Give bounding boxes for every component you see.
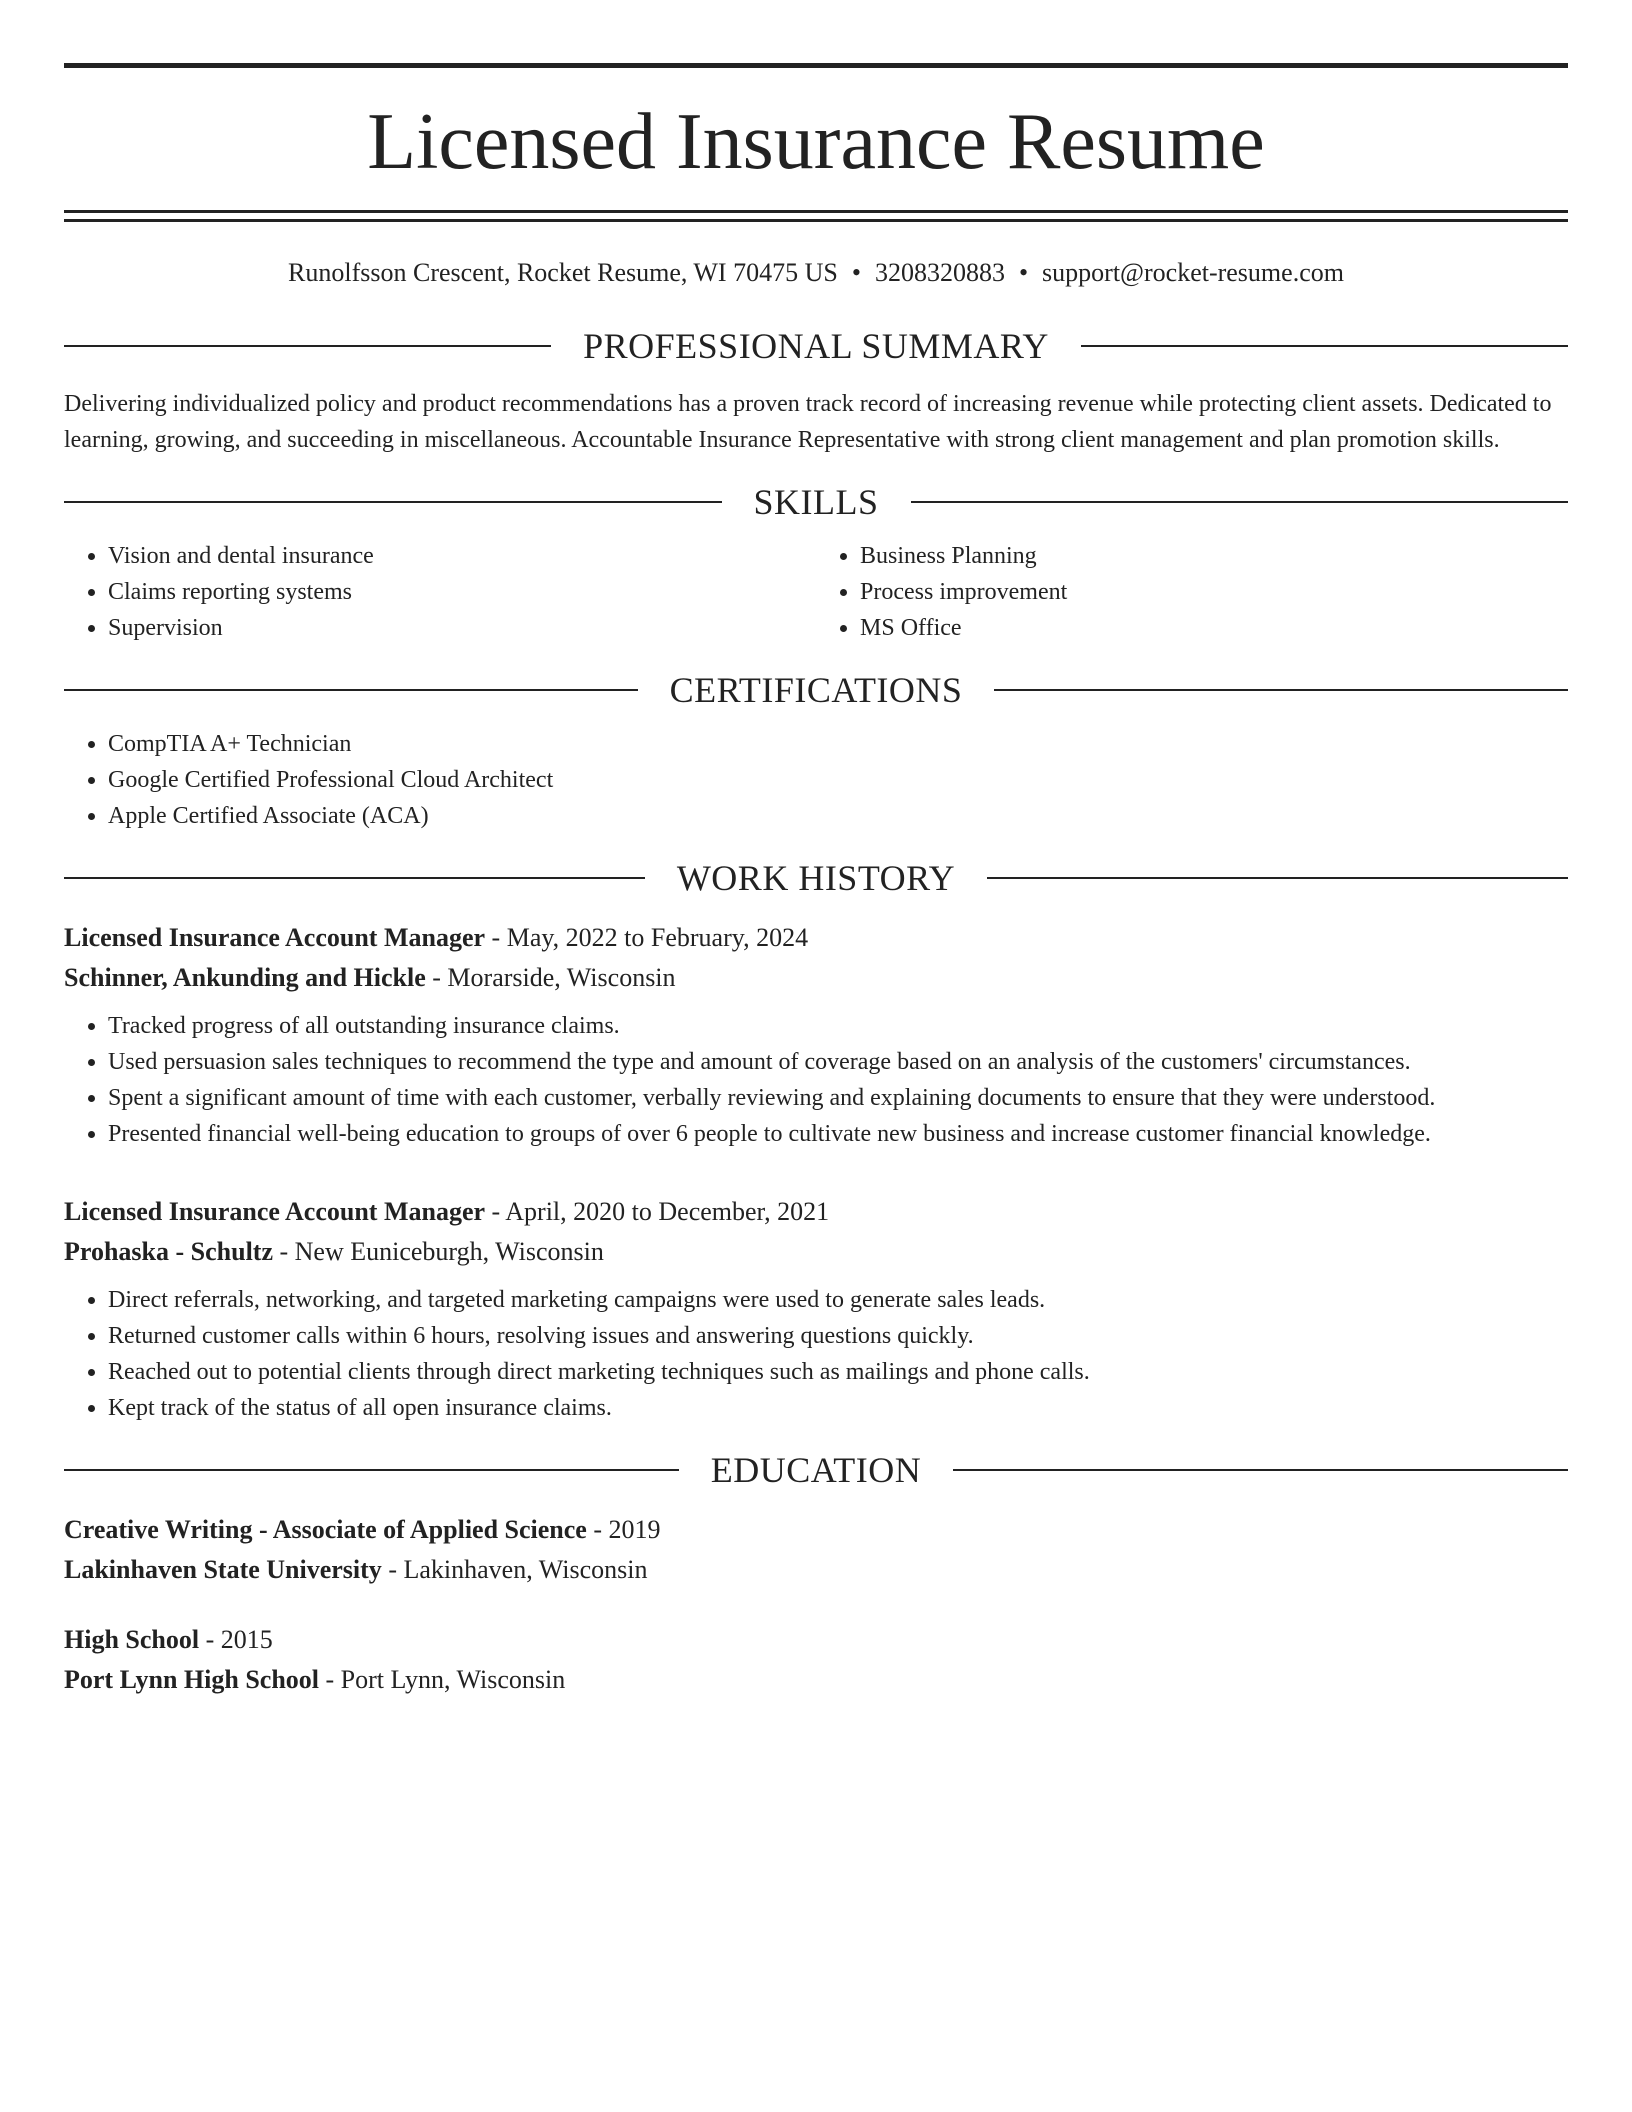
skill-item: • MS Office [860, 610, 1568, 646]
job-dates: - May, 2022 to February, 2024 [485, 923, 809, 952]
job-bullet: • Spent a significant amount of time with each customer, verbally reviewing and explaining documents to ensure that they were understood. [108, 1080, 1568, 1116]
job-bullets [64, 1008, 1568, 1152]
contact-separator: • [1018, 258, 1029, 287]
section-title: PROFESSIONAL SUMMARY [583, 326, 1049, 366]
section-rule [987, 877, 1568, 879]
job-company-line [64, 1232, 1568, 1272]
job-title: Licensed Insurance Account Manager [64, 923, 486, 952]
certification-item: • CompTIA A+ Technician [108, 726, 1568, 762]
job-bullet: • Used persuasion sales techniques to recommend the type and amount of coverage based on an analysis of the customers' circumstances. [108, 1044, 1568, 1080]
skill-item: • Claims reporting systems [108, 574, 816, 610]
skills-list-left [64, 538, 816, 646]
section-rule [64, 501, 722, 503]
skills-grid [64, 526, 1568, 646]
job-entry [64, 918, 1568, 1152]
education-school: Port Lynn High School [64, 1665, 319, 1694]
contact-phone: 3208320883 [874, 258, 1005, 287]
section-rule [64, 877, 645, 879]
contact-line [64, 254, 1568, 292]
resume-title: Licensed Insurance Resume [367, 98, 1265, 186]
section-rule [953, 1469, 1568, 1471]
top-rule [64, 63, 1568, 68]
section-rule [1081, 345, 1568, 347]
certifications-list [64, 726, 1568, 834]
job-bullet: • Presented financial well-being education to groups of over 6 people to cultivate new business and increase customer financial knowledge. [108, 1116, 1568, 1152]
certification-item: • Apple Certified Associate (ACA) [108, 798, 1568, 834]
contact-email: support@rocket-resume.com [1042, 258, 1344, 287]
job-bullets [64, 1282, 1568, 1426]
education-location: - Lakinhaven, Wisconsin [381, 1555, 648, 1584]
section-header-education [64, 1446, 1568, 1494]
education-school-line [64, 1660, 1568, 1700]
education-degree: Creative Writing - Associate of Applied Science [64, 1515, 587, 1544]
certification-item: • Google Certified Professional Cloud Architect [108, 762, 1568, 798]
education-entry [64, 1620, 1568, 1700]
section-rule [64, 345, 551, 347]
skill-item: • Business Planning [860, 538, 1568, 574]
skill-item: • Process improvement [860, 574, 1568, 610]
job-dates: - April, 2020 to December, 2021 [485, 1197, 830, 1226]
section-rule [64, 1469, 679, 1471]
job-title-line [64, 1192, 1568, 1232]
education-location: - Port Lynn, Wisconsin [319, 1665, 566, 1694]
education-school-line [64, 1550, 1568, 1590]
job-company: Prohaska - Schultz [64, 1237, 273, 1266]
job-bullet: • Returned customer calls within 6 hours, resolving issues and answering questions quickly. [108, 1318, 1568, 1354]
section-header-summary [64, 322, 1568, 370]
section-header-certifications [64, 666, 1568, 714]
job-bullet: • Kept track of the status of all open insurance claims. [108, 1390, 1568, 1426]
section-title: EDUCATION [710, 1450, 922, 1490]
job-location: - New Euniceburgh, Wisconsin [273, 1237, 604, 1266]
job-title-line [64, 918, 1568, 958]
section-title: SKILLS [753, 482, 879, 522]
job-bullet: • Reached out to potential clients through direct marketing techniques such as mailings and phone calls. [108, 1354, 1568, 1390]
skills-list-right [816, 538, 1568, 646]
education-degree: High School [64, 1625, 200, 1654]
skill-item: • Supervision [108, 610, 816, 646]
section-rule [911, 501, 1569, 503]
education-school: Lakinhaven State University [64, 1555, 382, 1584]
job-bullet: • Tracked progress of all outstanding insurance claims. [108, 1008, 1568, 1044]
education-entry [64, 1510, 1568, 1590]
section-header-skills [64, 478, 1568, 526]
job-bullet: • Direct referrals, networking, and targeted marketing campaigns were used to generate sales leads. [108, 1282, 1568, 1318]
title-double-rule [64, 210, 1568, 222]
skill-item: • Vision and dental insurance [108, 538, 816, 574]
section-header-work-history [64, 854, 1568, 902]
education-degree-line [64, 1510, 1568, 1550]
job-entry [64, 1192, 1568, 1426]
section-title: CERTIFICATIONS [669, 670, 963, 710]
job-company-line [64, 958, 1568, 998]
contact-address: Runolfsson Crescent, Rocket Resume, WI 70475 US [288, 258, 838, 287]
job-title: Licensed Insurance Account Manager [64, 1197, 486, 1226]
job-location: - Morarside, Wisconsin [425, 963, 676, 992]
summary-text: Delivering individualized policy and product recommendations has a proven track record of increasing revenue while protecting client assets. Dedicated to learning, growing, and succeeding in miscellaneous. Accountable Insurance Representative with strong client management and plan promotion skills. [64, 391, 1552, 453]
job-company: Schinner, Ankunding and Hickle [64, 963, 426, 992]
education-year: - 2015 [199, 1625, 273, 1654]
section-rule [64, 689, 638, 691]
education-degree-line [64, 1620, 1568, 1660]
section-rule [994, 689, 1568, 691]
contact-separator: • [851, 258, 861, 287]
section-title: WORK HISTORY [676, 858, 956, 898]
education-year: - 2019 [586, 1515, 661, 1544]
